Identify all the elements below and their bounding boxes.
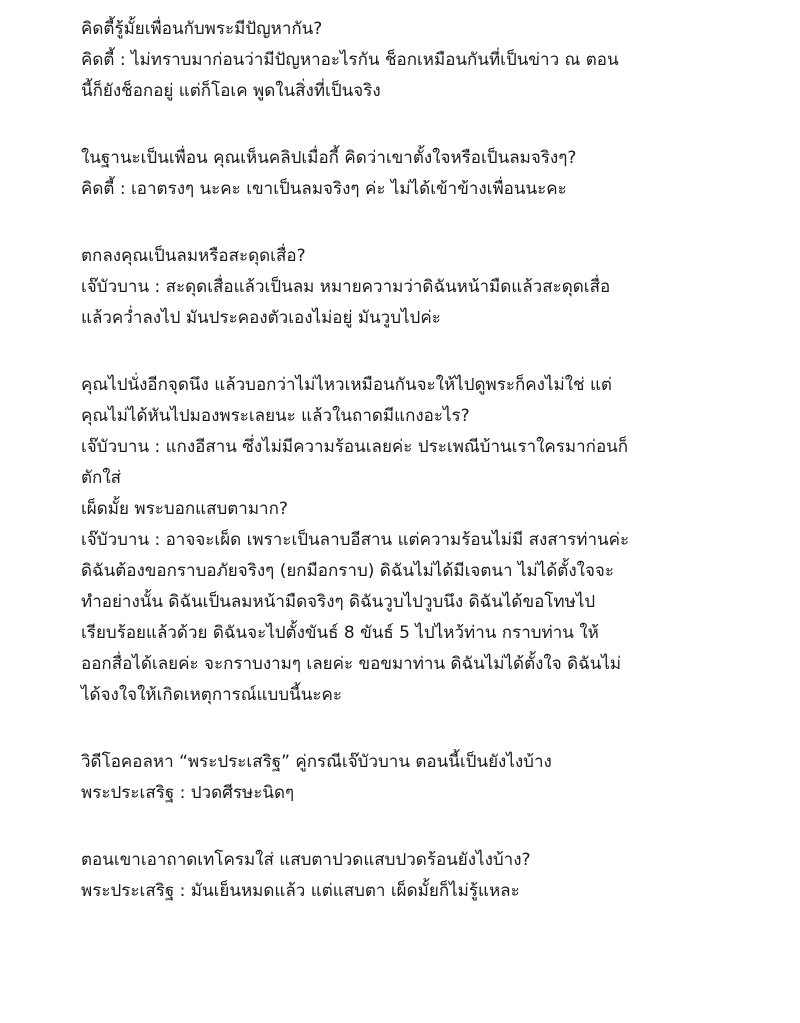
text-line: ตักใส่ — [81, 468, 122, 488]
text-line: ดิฉันต้องขอกราบอภัยจริงๆ (ยกมือกราบ) ดิฉันไม่ได้มีเจตนา ไม่ได้ตั้งใจจะ — [81, 561, 615, 581]
text-line: เจ๊บัวบาน : อาจจะเผ็ด เพราะเป็นลาบอีสาน แต่ความร้อนไม่มี สงสารท่านค่ะ — [81, 530, 630, 550]
paragraph-gap — [81, 107, 721, 143]
text-line: ตอนเขาเอาถาดเทโครมใส่ แสบตาปวดแสบปวดร้อนยังไงบ้าง? — [81, 850, 531, 870]
text-line: เจ๊บัวบาน : สะดุดเสื่อแล้วเป็นลม หมายความว่าดิฉันหน้ามืดแล้วสะดุดเสื่อ — [81, 277, 611, 297]
text-line: เจ๊บัวบาน : แกงอีสาน ซึ่งไม่มีความร้อนเลยค่ะ ประเพณีบ้านเราใครมาก่อนก็ — [81, 437, 629, 457]
text-line: นี้ก็ยังช็อกอยู่ แต่ก็โอเค พูดในสิ่งที่เป็นจริง — [81, 81, 381, 101]
text-line: คุณไม่ได้หันไปมองพระเลยนะ แล้วในถาดมีแกงอะไร? — [81, 406, 470, 426]
text-line: ทำอย่างนั้น ดิฉันเป็นลมหน้ามืดจริงๆ ดิฉันวูบไปวูบนึง ดิฉันได้ขอโทษไป — [81, 592, 596, 612]
text-line: พระประเสริฐ : ปวดศีรษะนิดๆ — [81, 783, 295, 803]
text-line: คิดตี้ : ไม่ทราบมาก่อนว่ามีปัญหาอะไรกัน ช็อกเหมือนกันที่เป็นข่าว ณ ตอน — [81, 50, 619, 70]
text-line: คิดตี้รู้มั้ยเพื่อนกับพระมีปัญหากัน? — [81, 19, 323, 39]
text-line: แล้วคว่ำลงไป มันประคองตัวเองไม่อยู่ มันวูบไปค่ะ — [81, 308, 441, 328]
text-line: เผ็ดมั้ย พระบอกแสบตามาก? — [81, 499, 288, 519]
text-line: คิดตี้ : เอาตรงๆ นะคะ เขาเป็นลมจริงๆ ค่ะ ไม่ได้เข้าข้างเพื่อนนะคะ — [81, 179, 567, 199]
text-line: ในฐานะเป็นเพื่อน คุณเห็นคลิปเมื่อกี้ คิดว่าเขาตั้งใจหรือเป็นลมจริงๆ? — [81, 148, 577, 168]
text-line: วิดีโอคอลหา “พระประเสริฐ” คู่กรณีเจ๊บัวบาน ตอนนี้เป็นยังไงบ้าง — [81, 752, 552, 772]
text-line: เรียบร้อยแล้วด้วย ดิฉันจะไปตั้งขันธ์ 8 ขันธ์ 5 ไปไหว้ท่าน กราบท่าน ให้ — [81, 623, 599, 643]
paragraph-gap — [81, 809, 721, 845]
text-line: ออกสื่อได้เลยค่ะ จะกราบงามๆ เลยค่ะ ขอขมาท่าน ดิฉันไม่ได้ตั้งใจ ดิฉันไม่ — [81, 654, 622, 674]
paragraph-gap — [81, 711, 721, 747]
article-body — [81, 14, 721, 907]
text-line: ได้จงใจให้เกิดเหตุการณ์แบบนี้นะคะ — [81, 685, 342, 705]
text-line: คุณไปนั่งอีกจุดนึง แล้วบอกว่าไม่ไหวเหมือนกันจะให้ไปดูพระก็คงไม่ใช่ แต่ — [81, 375, 612, 395]
text-line: พระประเสริฐ : มันเย็นหมดแล้ว แต่แสบตา เผ็ดมั้ยก็ไม่รู้แหละ — [81, 881, 520, 901]
text-line: ตกลงคุณเป็นลมหรือสะดุดเสื่อ? — [81, 246, 306, 266]
paragraph-gap — [81, 205, 721, 241]
paragraph-gap — [81, 334, 721, 370]
